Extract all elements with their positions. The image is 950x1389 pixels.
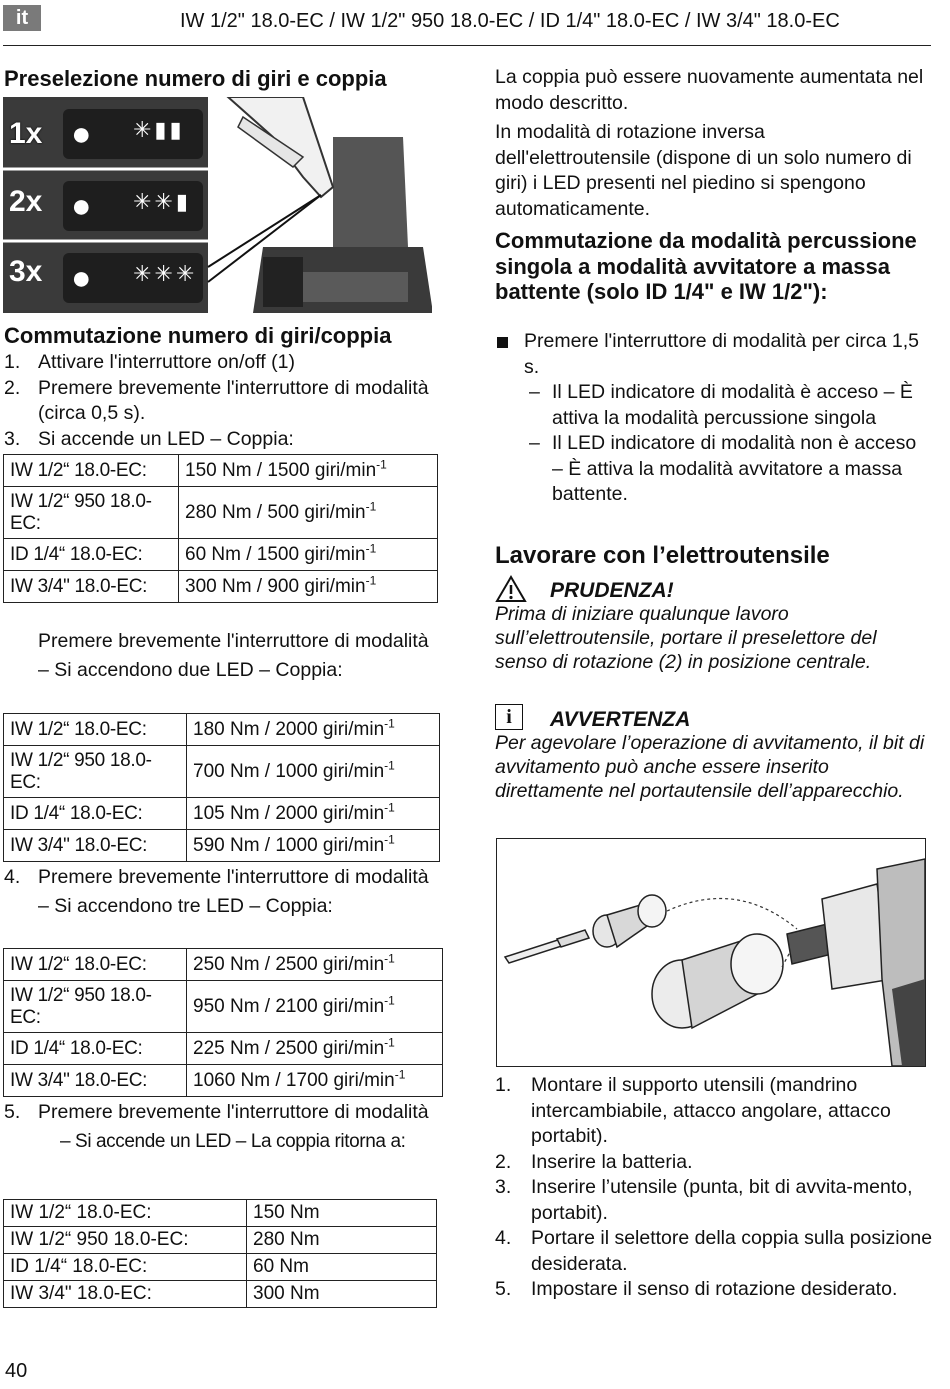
step-number: 5. (495, 1278, 512, 1300)
step-text: Montare il supporto utensili (mandrino intercambiabile, attacco angolare, attacco portabit). (531, 1074, 891, 1147)
press-finger-icon: ● (71, 259, 92, 297)
figure-label-3x: 3x (9, 255, 43, 288)
dash-item (495, 431, 930, 508)
bullet-item (495, 329, 930, 380)
step-3 (4, 427, 434, 453)
led-panel-1 (63, 109, 203, 159)
table-row (4, 1200, 437, 1227)
dash-icon: – (529, 381, 540, 403)
switch-heading: Commutazione numero di giri/coppia (4, 323, 392, 348)
value-cell: 60 Nm / 1500 giri/$\min^{-1}$ (179, 539, 438, 571)
table-row (4, 746, 440, 798)
step-text: Inserire la batteria. (531, 1150, 693, 1173)
table-row (4, 1254, 437, 1281)
value-cell: 700 Nm / 1000 giri/$\min^{-1}$ (187, 746, 440, 798)
step-number: 4. (495, 1227, 512, 1249)
led-three-icon: ✳✳✳ (133, 261, 198, 286)
tool-insert-illustration (497, 839, 925, 1066)
step-3 (495, 1175, 935, 1226)
model-cell: IW 1/2“ 18.0-EC: (4, 714, 187, 746)
step-4 (4, 865, 440, 919)
table-row (4, 714, 440, 746)
value-cell: 105 Nm / 2000 giri/$\min^{-1}$ (187, 798, 440, 830)
model-cell: IW 3/4" 18.0-EC: (4, 1281, 247, 1308)
para-two-text: Premere brevemente l'interruttore di modalità (38, 630, 429, 652)
note-text: Per agevolare l’operazione di avvitamento, il bit di avvitamento può anche essere inserito direttamente nel portautensile dell’apparecchio. (495, 732, 925, 802)
step-2 (495, 1150, 935, 1176)
figure-label-2x: 2x (9, 185, 43, 218)
mode-instructions (495, 329, 930, 508)
value-cell: 590 Nm / 1000 giri/$\min^{-1}$ (187, 830, 440, 862)
torque-table-4 (3, 1199, 437, 1308)
table-row (4, 1065, 443, 1097)
model-cell: ID 1/4“ 18.0-EC: (4, 1254, 247, 1281)
paragraph-reverse-mode: In modalità di rotazione inversa dell'elettroutensile (dispone di un solo numero di giri) i LED presenti nel piedino si spengono automaticamente. (495, 121, 912, 220)
model-cell: IW 1/2“ 950 18.0-EC: (4, 981, 187, 1033)
model-cell: ID 1/4“ 18.0-EC: (4, 1033, 187, 1065)
step-text: Inserire l’utensile (punta, bit di avvita-mento, portabit). (531, 1176, 913, 1224)
value-cell: 250 Nm / 2500 giri/$\min^{-1}$ (187, 949, 443, 981)
step-number: 4. (4, 866, 21, 888)
step-1 (495, 1073, 935, 1150)
step-5 (4, 1100, 444, 1154)
table-row (4, 571, 438, 603)
para-two-leds (38, 629, 438, 683)
step-number: 1. (495, 1074, 512, 1096)
torque-table-1 (3, 454, 438, 603)
step-number: 2. (495, 1150, 512, 1173)
work-steps (495, 1073, 935, 1303)
value-cell: 225 Nm / 2500 giri/$\min^{-1}$ (187, 1033, 443, 1065)
table-row (4, 1281, 437, 1308)
model-cell: ID 1/4“ 18.0-EC: (4, 798, 187, 830)
figure-label-1x: 1x (9, 117, 43, 150)
step-1 (4, 350, 434, 376)
step-number: 5. (4, 1101, 21, 1123)
caution-text: Prima di iniziare qualunque lavoro sull’elettroutensile, portare il preselettore del senso di rotazione (2) in posizione centrale. (495, 603, 877, 673)
model-cell: IW 1/2“ 950 18.0-EC: (4, 1227, 247, 1254)
mode-heading: Commutazione da modalità percussione singola a modalità avvitatore a massa battente (solo ID 1/4" e IW 1/2"): (495, 228, 917, 304)
preselect-heading: Preselezione numero di giri e coppia (4, 66, 387, 91)
model-cell: IW 1/2“ 950 18.0-EC: (4, 746, 187, 798)
table-row (4, 798, 440, 830)
work-heading: Lavorare con l’elettroutensile (495, 542, 830, 569)
caution-title: PRUDENZA! (550, 579, 674, 602)
value-cell: 150 Nm (247, 1200, 437, 1227)
value-cell: 280 Nm / 500 giri/$\min^{-1}$ (179, 487, 438, 539)
page-number: 40 (5, 1360, 28, 1382)
step-text: Premere brevemente l'interruttore di modalità (38, 1101, 429, 1123)
step-number: 3. (4, 427, 21, 450)
step-4 (495, 1226, 935, 1277)
led-panel-2 (63, 181, 203, 231)
value-cell: 180 Nm / 2000 giri/$\min^{-1}$ (187, 714, 440, 746)
step-text: Impostare il senso di rotazione desiderato. (531, 1278, 898, 1300)
table-row (4, 539, 438, 571)
right-intro (495, 65, 925, 222)
dash-icon: – (529, 432, 540, 454)
step-text: Premere brevemente l'interruttore di modalità (38, 866, 429, 888)
step-2 (4, 376, 434, 427)
dash-text: Il LED indicatore di modalità non è acceso – È attiva la modalità avvitatore a massa battente. (552, 432, 917, 505)
value-cell: 950 Nm / 2100 giri/$\min^{-1}$ (187, 981, 443, 1033)
para-two-sub: – Si accendono due LED – Coppia: (38, 658, 343, 681)
led-panel-3 (63, 253, 203, 303)
note-title: AVVERTENZA (550, 708, 691, 731)
torque-table-3 (3, 948, 443, 1097)
info-icon: i (495, 704, 523, 730)
speed-selection-figure (3, 97, 432, 313)
table-row (4, 455, 438, 487)
table-row (4, 949, 443, 981)
step-number: 3. (495, 1176, 512, 1198)
led-one-icon: ✳▮▮ (133, 117, 185, 142)
header-title: IW 1/2" 18.0-EC / IW 1/2" 950 18.0-EC / ID 1/4" 18.0-EC / IW 3/4" 18.0-EC (180, 10, 840, 32)
step-sub: – Si accendono tre LED – Coppia: (38, 894, 333, 917)
model-cell: IW 1/2“ 18.0-EC: (4, 949, 187, 981)
table-row (4, 1033, 443, 1065)
model-cell: ID 1/4“ 18.0-EC: (4, 539, 179, 571)
model-cell: IW 3/4" 18.0-EC: (4, 830, 187, 862)
torque-table-2 (3, 713, 440, 862)
value-cell: 60 Nm (247, 1254, 437, 1281)
tool-insert-figure (496, 838, 926, 1067)
model-cell: IW 1/2“ 950 18.0-EC: (4, 487, 179, 539)
dash-item (495, 380, 930, 431)
table-row (4, 1227, 437, 1254)
table-row (4, 981, 443, 1033)
value-cell: 300 Nm (247, 1281, 437, 1308)
bullet-text: Premere l'interruttore di modalità per circa 1,5 s. (524, 330, 919, 378)
step-text: Si accende un LED – Coppia: (38, 427, 294, 450)
model-cell: IW 3/4" 18.0-EC: (4, 1065, 187, 1097)
step-5 (495, 1277, 935, 1303)
press-finger-icon: ● (71, 115, 92, 153)
table-row (4, 830, 440, 862)
table-row (4, 487, 438, 539)
model-cell: IW 1/2“ 18.0-EC: (4, 1200, 247, 1227)
model-cell: IW 3/4" 18.0-EC: (4, 571, 179, 603)
paragraph-torque-increase: La coppia può essere nuovamente aumentata nel modo descritto. (495, 66, 924, 114)
value-cell: 150 Nm / 1500 giri/$\min^{-1}$ (179, 455, 438, 487)
step-number: 2. (4, 376, 21, 399)
warning-triangle-icon (495, 575, 527, 603)
value-cell: 300 Nm / 900 giri/$\min^{-1}$ (179, 571, 438, 603)
steps-a (4, 350, 434, 452)
step-text: Portare il selettore della coppia sulla posizione desiderata. (531, 1227, 933, 1275)
value-cell: 1060 Nm / 1700 giri/$\min^{-1}$ (187, 1065, 443, 1097)
model-cell: IW 1/2“ 18.0-EC: (4, 455, 179, 487)
bullet-square-icon (497, 337, 508, 348)
header-divider (3, 45, 931, 46)
dash-text: Il LED indicatore di modalità è acceso – È attiva la modalità percussione singola (552, 381, 913, 429)
step-sub: – Si accende un LED – La coppia ritorna a: (60, 1130, 406, 1152)
led-two-icon: ✳✳▮ (133, 189, 191, 214)
step-text: Attivare l'interruttore on/off (1) (38, 351, 295, 373)
press-finger-icon: ● (71, 187, 92, 225)
language-badge: it (3, 5, 41, 31)
step-number: 1. (4, 351, 21, 373)
value-cell: 280 Nm (247, 1227, 437, 1254)
step-text: Premere brevemente l'interruttore di modalità (circa 0,5 s). (38, 376, 429, 424)
